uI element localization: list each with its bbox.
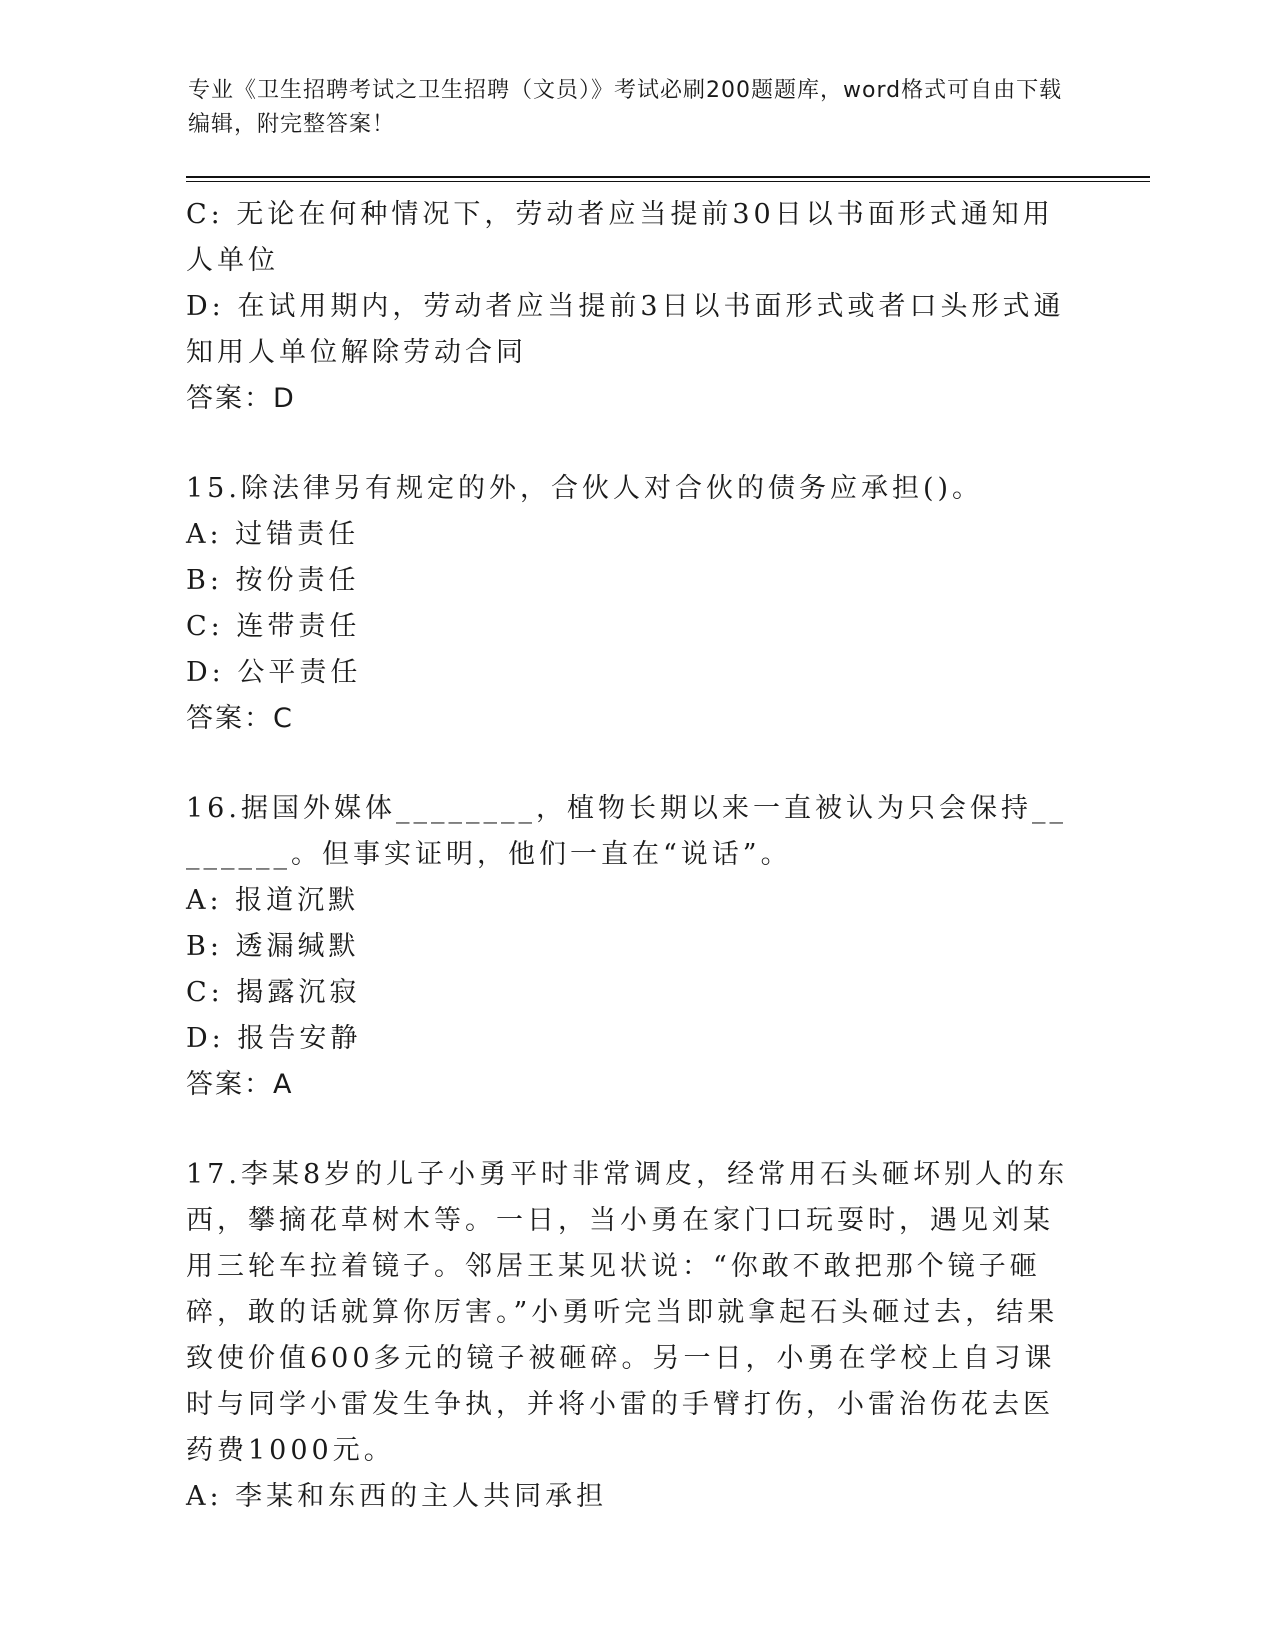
question-stem: 15.除法律另有规定的外，合伙人对合伙的债务应承担()。 xyxy=(186,473,984,504)
option-b: B: 透漏缄默 xyxy=(186,931,360,962)
question-stem: 16.据国外媒体________，植物长期以来一直被认为只会保持________。但事实证明，他们一直在“说话”。 xyxy=(186,793,1067,870)
question-17 xyxy=(186,1152,1076,1520)
header-rule-thin xyxy=(186,181,1150,182)
option-b: B: 按份责任 xyxy=(186,565,360,596)
document-header: 专业《卫生招聘考试之卫生招聘（文员）》考试必刷200题题库，word格式可自由下载编辑，附完整答案！ xyxy=(188,78,1063,137)
option-a: A: 报道沉默 xyxy=(186,885,360,916)
option-c: C: 揭露沉寂 xyxy=(186,977,361,1008)
option-a: A: 过错责任 xyxy=(186,519,360,550)
option-d: D: 公平责任 xyxy=(186,657,362,688)
question-14-tail xyxy=(186,192,1076,422)
answer: 答案：D xyxy=(186,383,296,414)
option-d: D: 在试用期内，劳动者应当提前3日以书面形式或者口头形式通知用人单位解除劳动合同 xyxy=(186,291,1065,368)
answer: 答案：A xyxy=(186,1069,294,1100)
option-c: C: 无论在何种情况下，劳动者应当提前30日以书面形式通知用人单位 xyxy=(186,199,1054,276)
question-15 xyxy=(186,466,1076,742)
header-rule xyxy=(186,176,1150,178)
question-stem: 17.李某8岁的儿子小勇平时非常调皮，经常用石头砸坏别人的东西，攀摘花草树木等。一日，当小勇在家门口玩耍时，遇见刘某用三轮车拉着镜子。邻居王某见状说：“你敢不敢把那个镜子砸碎，敢的话就算你厉害。”小勇听完当即就拿起石头砸过去，结果致使价值600多元的镜子被砸碎。另一日，小勇在学校上自习课时与同学小雷发生争执，并将小雷的手臂打伤，小雷治伤花去医药费1000元。 xyxy=(186,1159,1069,1466)
document-body xyxy=(186,192,1076,1520)
answer: 答案：C xyxy=(186,703,294,734)
question-16 xyxy=(186,786,1076,1108)
option-c: C: 连带责任 xyxy=(186,611,361,642)
option-a: A: 李某和东西的主人共同承担 xyxy=(186,1481,608,1512)
option-d: D: 报告安静 xyxy=(186,1023,362,1054)
